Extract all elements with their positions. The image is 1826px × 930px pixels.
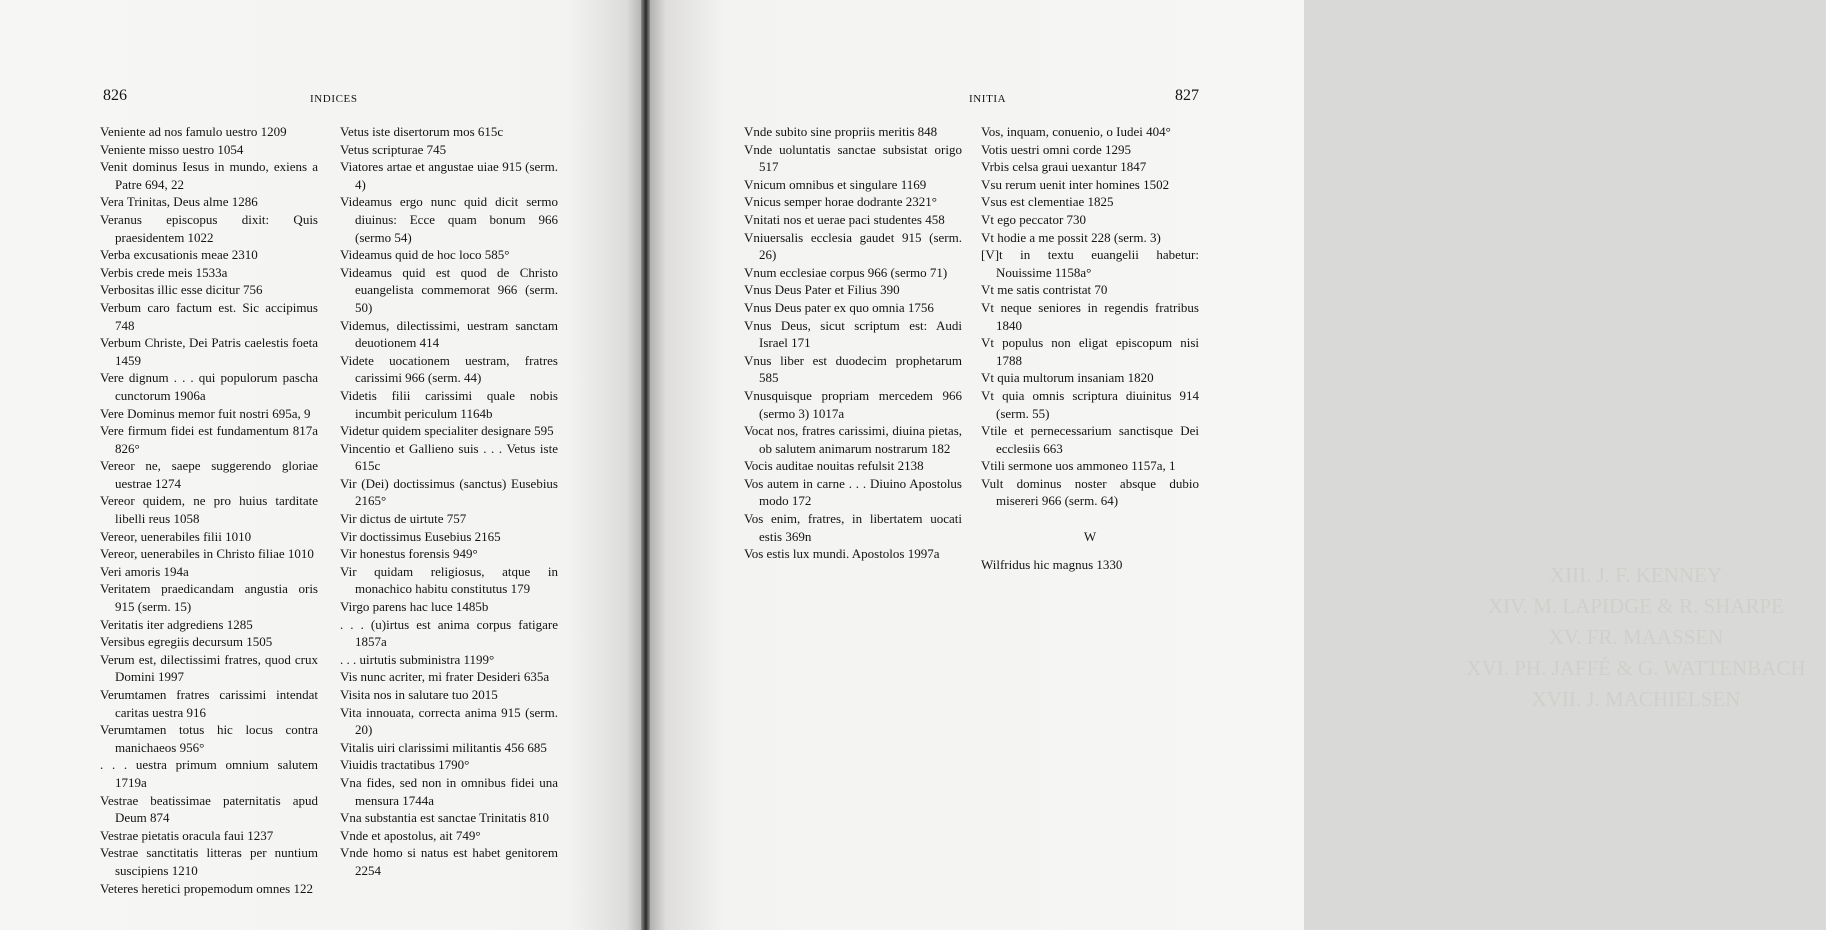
index-entry: Veteres heretici propemodum omnes 122	[100, 880, 313, 896]
index-entry: Vt hodie a me possit 228 (serm. 3)	[981, 229, 1161, 245]
letter-heading: W	[1083, 529, 1097, 545]
index-column-2	[340, 123, 558, 880]
index-entry: Vnde subito sine propriis meritis 848	[744, 124, 938, 139]
index-entry: Vnus liber est duodecim prophetarum 585	[744, 352, 962, 386]
index-entry: Vita innouata, correcta anima 915 (serm. 20)	[340, 704, 558, 738]
index-entry: Vis nunc acriter, mi frater Desideri 635a	[340, 669, 550, 685]
index-entry: Vt me satis contristat 70	[981, 282, 1108, 298]
index-entry: Viuidis tractatibus 1790°	[340, 757, 470, 773]
index-entry: Vt ego peccator 730	[981, 211, 1087, 227]
index-entry: Veranus episcopus dixit: Quis praesidentem 1022	[100, 211, 318, 245]
index-entry: Veri amoris 194a	[100, 563, 189, 579]
index-entry: Videamus quid est quod de Christo euangelista commemorat 966 (serm. 50)	[340, 264, 558, 315]
index-entry: Veniente misso uestro 1054	[100, 141, 244, 157]
index-entry: Vereor, uenerabiles in Christo filiae 1010	[100, 546, 314, 562]
index-entry: Vere Dominus memor fuit nostri 695a, 9	[100, 405, 311, 421]
index-entry: Virgo parens hac luce 1485b	[340, 599, 489, 615]
left-page	[0, 0, 646, 930]
index-entry: Vestrae sanctitatis litteras per nuntium suscipiens 1210	[100, 845, 318, 878]
index-entry: Vtili sermone uos ammoneo 1157a, 1	[981, 458, 1176, 474]
index-entry: . . . uirtutis subministra 1199°	[340, 651, 495, 667]
index-entry: Vos enim, fratres, in libertatem uocati estis 369n	[744, 511, 962, 544]
index-column-1	[744, 123, 962, 563]
show-through-text: XIII. J. F. KENNEY XIV. M. LAPIDGE & R. SHARPE XV. FR. MAASSEN XVI. PH. JAFFÉ & G. WATTENBACH XVII. J. MACHIELSEN	[1466, 563, 1806, 711]
index-entry: Vere firmum fidei est fundamentum 817a 826°	[100, 423, 318, 456]
index-entry: . . . uestra primum omnium salutem 1719a	[100, 757, 318, 790]
index-entry: Veniente ad nos famulo uestro 1209	[100, 124, 287, 139]
index-entry: Vnicum omnibus et singulare 1169	[744, 176, 927, 192]
index-entry: Vtile et pernecessarium sanctisque Dei ecclesiis 663	[981, 423, 1199, 456]
index-entry: Vniuersalis ecclesia gaudet 915 (serm. 26)	[744, 229, 962, 263]
index-entry: Vnus Deus, sicut scriptum est: Audi Israel 171	[744, 317, 962, 351]
index-entry: Vna fides, sed non in omnibus fidei una mensura 1744a	[340, 774, 558, 808]
index-entry: Versibus egregiis decursum 1505	[100, 634, 273, 650]
running-head: INDICES	[310, 93, 358, 105]
index-entry: Videmus, dilectissimi, uestram sanctam deuotionem 414	[340, 317, 558, 351]
index-entry: . . . (u)irtus est anima corpus fatigare 1857a	[340, 616, 558, 650]
index-entry: Vincentio et Gallieno suis . . . Vetus iste 615c	[340, 440, 558, 474]
index-entry: Vnitati nos et uerae paci studentes 458	[744, 211, 945, 227]
index-entry: Wilfridus hic magnus 1330	[981, 556, 1123, 572]
index-entry: Vna substantia est sanctae Trinitatis 810	[340, 810, 550, 826]
index-entry: Vereor quidem, ne pro huius tarditate libelli reus 1058	[100, 493, 318, 527]
index-entry: Vrbis celsa graui uexantur 1847	[981, 159, 1147, 175]
index-entry: Vnus Deus Pater et Filius 390	[744, 282, 900, 298]
index-entry: Vereor ne, saepe suggerendo gloriae uestrae 1274	[100, 458, 318, 491]
index-entry: Verba excusationis meae 2310	[100, 247, 258, 263]
index-entry: Vnusquisque propriam mercedem 966 (sermo 3) 1017a	[744, 387, 962, 421]
index-entry: Visita nos in salutare tuo 2015	[340, 687, 498, 702]
index-entry: Vir quidam religiosus, atque in monachico habitu constitutus 179	[340, 563, 558, 597]
page-number: 826	[103, 87, 127, 104]
index-entry: Viatores artae et angustae uiae 915 (serm. 4)	[340, 159, 558, 192]
index-entry: Vnus Deus pater ex quo omnia 1756	[744, 299, 934, 315]
index-entry: Vnde uoluntatis sanctae subsistat origo 517	[744, 141, 962, 175]
index-entry: Vnum ecclesiae corpus 966 (sermo 71)	[744, 264, 948, 280]
index-entry: Vir dictus de uirtute 757	[340, 511, 467, 527]
index-entry: Vnde homo si natus est habet genitorem 2254	[340, 845, 558, 878]
index-entry: Vt quia multorum insaniam 1820	[981, 370, 1154, 386]
index-entry: Videamus quid de hoc loco 585°	[340, 247, 510, 263]
index-entry: [V]t in textu euangelii habetur: Nouissime 1158a°	[981, 247, 1199, 280]
index-entry: Vnicus semper horae dodrante 2321°	[744, 194, 937, 210]
index-entry: Verumtamen fratres carissimi intendat caritas uestra 916	[100, 687, 318, 720]
index-entry: Vitalis uiri clarissimi militantis 456 685	[340, 739, 547, 755]
right-page	[646, 0, 1806, 930]
book-gutter	[641, 0, 650, 930]
index-entry: Vetus scripturae 745	[340, 141, 447, 157]
index-entry: Videamus ergo nunc quid dicit sermo diuinus: Ecce quam bonum 966 (sermo 54)	[340, 194, 558, 245]
index-entry: Vt neque seniores in regendis fratribus 1840	[981, 299, 1199, 333]
index-entry: Vestrae beatissimae paternitatis apud Deum 874	[100, 792, 318, 826]
index-column-2	[981, 123, 1199, 573]
index-entry: Verbis crede meis 1533a	[100, 264, 228, 280]
index-entry: Vos, inquam, conuenio, o Iudei 404°	[981, 124, 1171, 139]
index-entry: Verbum Christe, Dei Patris caelestis foeta 1459	[100, 335, 318, 368]
index-entry: Videtis filii carissimi quale nobis incumbit periculum 1164b	[340, 387, 558, 421]
index-entry: Vocis auditae nouitas refulsit 2138	[744, 458, 924, 474]
index-entry: Verbositas illic esse dicitur 756	[100, 282, 263, 298]
index-entry: Vnde et apostolus, ait 749°	[340, 827, 481, 843]
index-entry: Votis uestri omni corde 1295	[981, 141, 1131, 157]
running-head: INITIA	[969, 93, 1007, 105]
index-entry: Verbum caro factum est. Sic accipimus 748	[100, 299, 318, 333]
index-entry: Veritatem praedicandam angustia oris 915 (serm. 15)	[100, 581, 318, 615]
index-entry: Videtur quidem specialiter designare 595	[340, 423, 554, 439]
index-entry: Vocat nos, fratres carissimi, diuina pietas, ob salutem animarum nostrarum 182	[744, 423, 962, 456]
index-entry: Videte uocationem uestram, fratres carissimi 966 (serm. 44)	[340, 352, 558, 386]
index-entry: Vsu rerum uenit inter homines 1502	[981, 176, 1170, 192]
index-entry: Verum est, dilectissimi fratres, quod crux Domini 1997	[100, 651, 318, 685]
index-entry: Vere dignum . . . qui populorum pascha cunctorum 1906a	[100, 370, 318, 403]
index-entry: Vereor, uenerabiles filii 1010	[100, 528, 252, 544]
index-entry: Verumtamen totus hic locus contra manichaeos 956°	[100, 722, 318, 755]
index-entry: Vult dominus noster absque dubio misereri 966 (serm. 64)	[981, 475, 1199, 509]
index-entry: Vestrae pietatis oracula faui 1237	[100, 827, 274, 843]
index-entry: Vt populus non eligat episcopum nisi 1788	[981, 335, 1199, 368]
index-entry: Vos autem in carne . . . Diuino Apostolus modo 172	[744, 475, 962, 509]
index-entry: Venit dominus Iesus in mundo, exiens a Patre 694, 22	[100, 159, 318, 192]
index-entry: Veritatis iter adgrediens 1285	[100, 616, 253, 632]
index-entry: Vir honestus forensis 949°	[340, 546, 478, 562]
index-entry: Vir doctissimus Eusebius 2165	[340, 528, 501, 544]
index-entry: Vt quia omnis scriptura diuinitus 914 (serm. 55)	[981, 387, 1199, 421]
index-entry: Vir (Dei) doctissimus (sanctus) Eusebius 2165°	[340, 475, 558, 509]
index-entry: Vetus iste disertorum mos 615c	[340, 124, 504, 139]
index-entry: Vsus est clementiae 1825	[981, 194, 1114, 210]
page-number: 827	[1175, 87, 1199, 104]
index-entry: Vera Trinitas, Deus alme 1286	[100, 194, 258, 210]
index-entry: Vos estis lux mundi. Apostolos 1997a	[744, 546, 940, 562]
index-column-1	[100, 123, 318, 897]
